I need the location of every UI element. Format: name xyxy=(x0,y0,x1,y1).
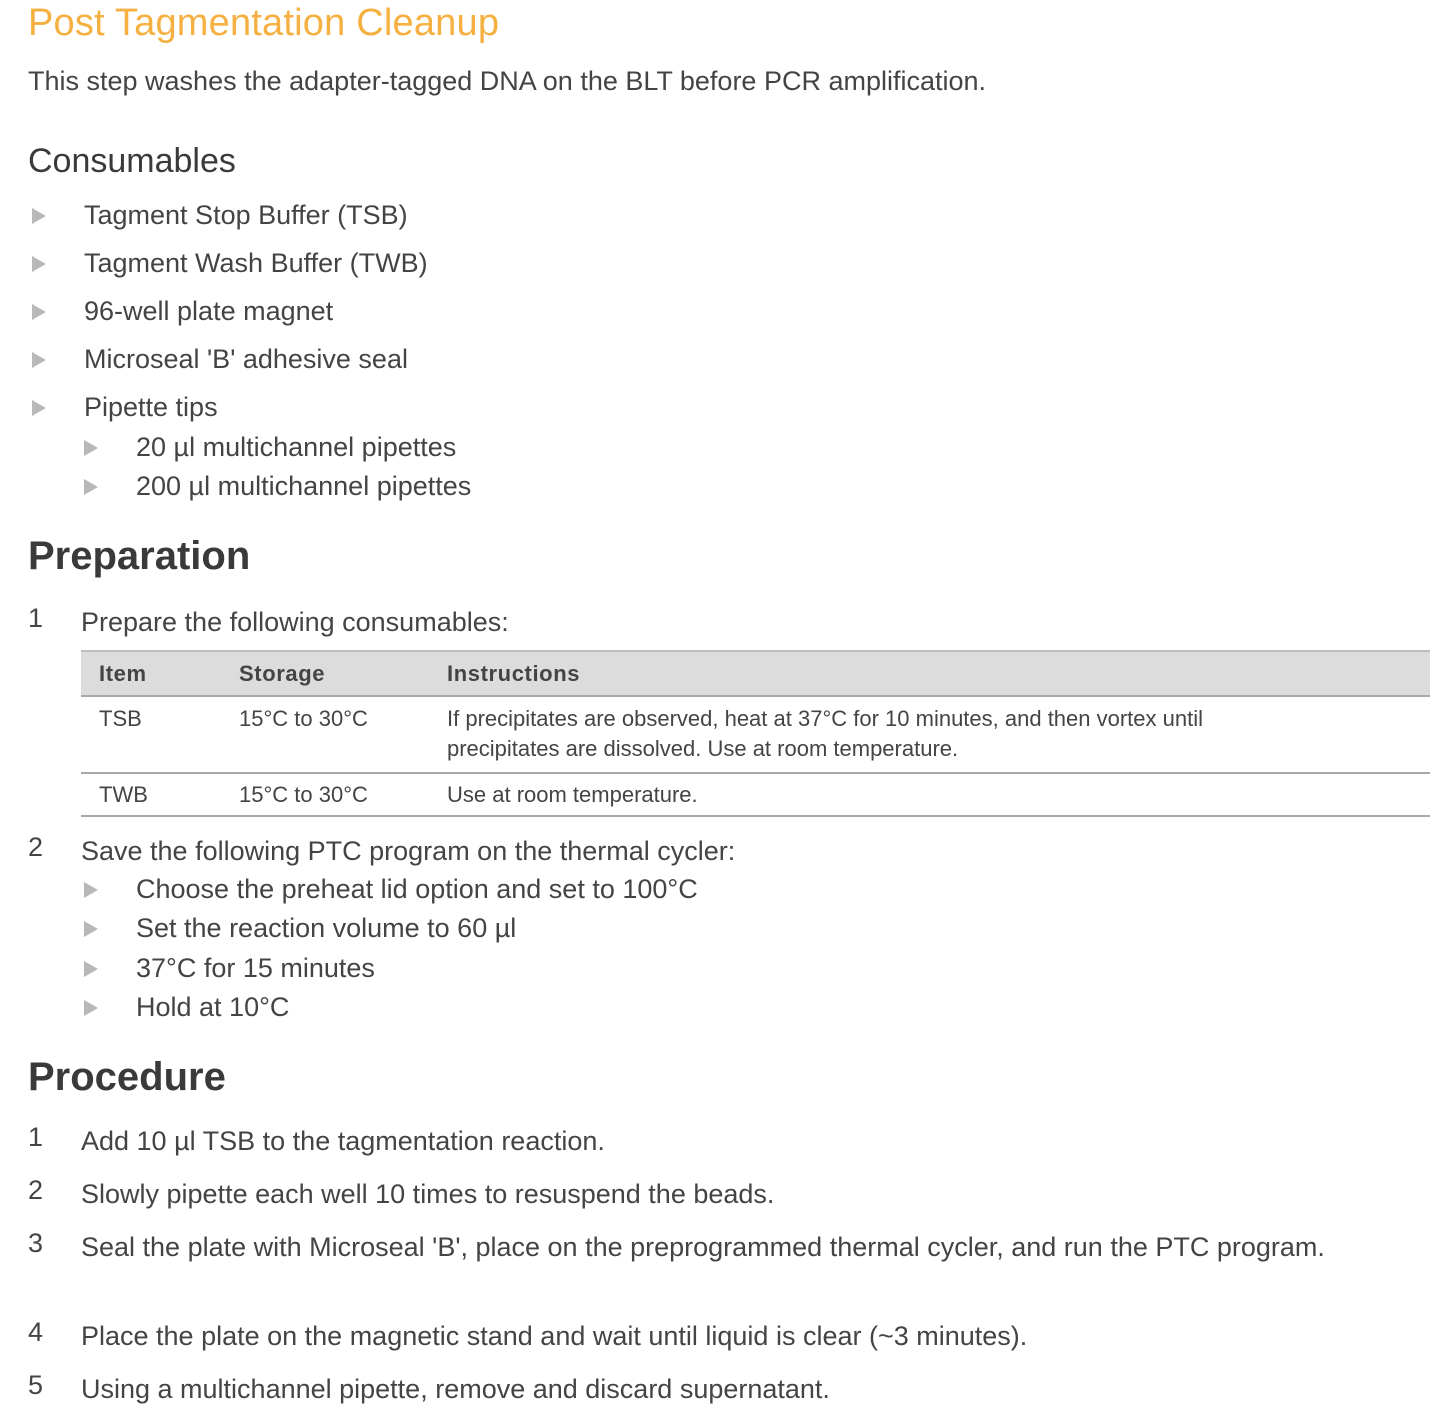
triangle-bullet-icon xyxy=(32,352,46,368)
sub-list-item: 20 µl multichannel pipettes xyxy=(84,432,456,463)
triangle-bullet-icon xyxy=(32,400,46,416)
step-number: 4 xyxy=(28,1317,44,1347)
step-number: 1 xyxy=(28,1122,44,1152)
list-item: Microseal 'B' adhesive seal xyxy=(32,344,408,375)
step-text: Place the plate on the magnetic stand and wait until liquid is clear (~3 minutes). xyxy=(81,1321,1028,1351)
list-item: Pipette tips xyxy=(32,392,218,423)
procedure-step xyxy=(28,1122,1381,1160)
sub-list-item: Choose the preheat lid option and set to 100°C xyxy=(84,874,698,905)
table-header-cell: Item xyxy=(81,651,221,696)
table-header-cell: Instructions xyxy=(429,651,1430,696)
procedure-step xyxy=(28,1228,1341,1266)
table-cell: If precipitates are observed, heat at 37°C for 10 minutes, and then vortex until precipitates are dissolved. Use at room temperature. xyxy=(429,696,1430,773)
page-title: Post Tagmentation Cleanup xyxy=(28,2,500,44)
step-text: Prepare the following consumables: xyxy=(81,607,509,637)
triangle-bullet-icon xyxy=(84,882,98,898)
table-cell: 15°C to 30°C xyxy=(221,696,429,773)
table-header-cell: Storage xyxy=(221,651,429,696)
table-cell: TSB xyxy=(81,696,221,773)
sub-list-item: 37°C for 15 minutes xyxy=(84,953,375,984)
table-row xyxy=(81,696,1430,773)
step-number: 5 xyxy=(28,1370,44,1400)
step-text: Save the following PTC program on the thermal cycler: xyxy=(81,836,736,866)
step-number: 3 xyxy=(28,1228,44,1258)
intro-text: This step washes the adapter-tagged DNA on the BLT before PCR amplification. xyxy=(28,66,987,96)
procedure-step xyxy=(28,1175,1381,1213)
list-item: 96-well plate magnet xyxy=(32,296,333,327)
sub-list-item: Set the reaction volume to 60 µl xyxy=(84,913,516,944)
consumables-table xyxy=(81,650,1430,817)
triangle-bullet-icon xyxy=(32,256,46,272)
triangle-bullet-icon xyxy=(84,440,98,456)
table-cell: TWB xyxy=(81,773,221,816)
triangle-bullet-icon xyxy=(84,921,98,937)
procedure-step xyxy=(28,1370,1381,1408)
preparation-step xyxy=(28,603,1381,641)
triangle-bullet-icon xyxy=(32,208,46,224)
step-number: 2 xyxy=(28,832,44,862)
preparation-step xyxy=(28,832,1381,870)
step-number: 1 xyxy=(28,603,44,633)
sub-list-item: 200 µl multichannel pipettes xyxy=(84,471,471,502)
procedure-step xyxy=(28,1317,1381,1355)
table-header-row xyxy=(81,651,1430,696)
step-text: Seal the plate with Microseal 'B', place on the preprogrammed thermal cycler, and run the PTC program. xyxy=(81,1232,1325,1262)
triangle-bullet-icon xyxy=(84,479,98,495)
step-text: Add 10 µl TSB to the tagmentation reaction. xyxy=(81,1126,605,1156)
step-text: Slowly pipette each well 10 times to resuspend the beads. xyxy=(81,1179,775,1209)
table-cell: Use at room temperature. xyxy=(429,773,1430,816)
table-row xyxy=(81,773,1430,816)
triangle-bullet-icon xyxy=(84,961,98,977)
triangle-bullet-icon xyxy=(84,1000,98,1016)
consumables-heading: Consumables xyxy=(28,142,236,180)
step-text: Using a multichannel pipette, remove and discard supernatant. xyxy=(81,1374,830,1404)
step-number: 2 xyxy=(28,1175,44,1205)
sub-list-item: Hold at 10°C xyxy=(84,992,289,1023)
preparation-heading: Preparation xyxy=(28,534,251,578)
table-cell: 15°C to 30°C xyxy=(221,773,429,816)
procedure-heading: Procedure xyxy=(28,1055,226,1099)
list-item: Tagment Wash Buffer (TWB) xyxy=(32,248,428,279)
list-item: Tagment Stop Buffer (TSB) xyxy=(32,200,408,231)
triangle-bullet-icon xyxy=(32,304,46,320)
